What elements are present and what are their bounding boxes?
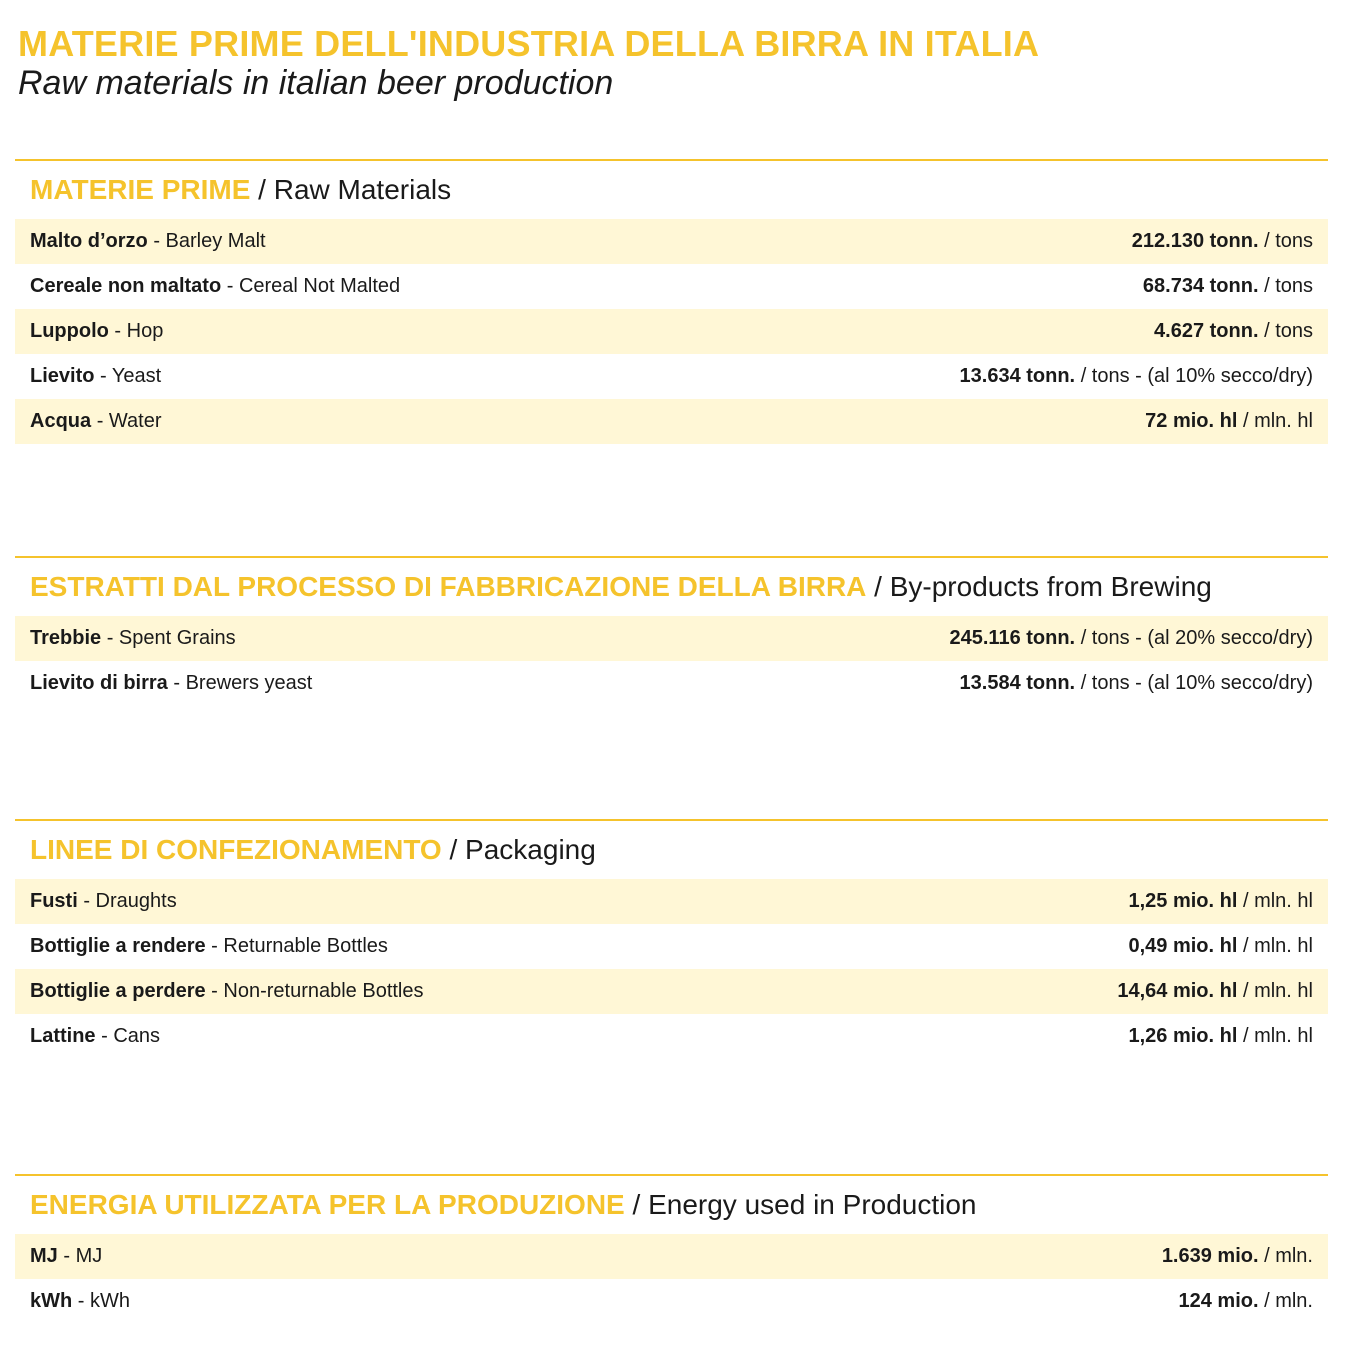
row-value-unit: / mln. hl <box>1242 890 1313 912</box>
row-value <box>1132 230 1313 253</box>
row-label <box>30 980 424 1003</box>
section-heading-en: / By-products from Brewing <box>874 571 1212 602</box>
row-value <box>1128 1025 1313 1048</box>
section-heading <box>15 558 1328 616</box>
section-heading-en: / Packaging <box>449 834 596 865</box>
row-label <box>30 275 400 298</box>
row-value <box>1128 935 1313 958</box>
row-label-en: - Hop <box>114 320 164 342</box>
row-label-it: Lievito <box>30 365 95 387</box>
row-value <box>950 627 1314 650</box>
row-label-en: - Yeast <box>100 365 162 387</box>
table-row <box>15 1279 1328 1324</box>
row-label-it: Fusti <box>30 890 78 912</box>
row-label-en: - MJ <box>63 1245 103 1267</box>
row-value-unit: / mln. hl <box>1242 1025 1313 1047</box>
row-label-it: Luppolo <box>30 320 109 342</box>
row-value-unit: / mln. <box>1264 1290 1313 1312</box>
section-heading-it: ESTRATTI DAL PROCESSO DI FABBRICAZIONE DELLA BIRRA <box>30 571 867 602</box>
row-label-en: - Non-returnable Bottles <box>211 980 424 1002</box>
row-label <box>30 230 266 253</box>
row-label-en: - Cans <box>101 1025 161 1047</box>
row-value-unit: / mln. hl <box>1242 980 1313 1002</box>
row-value-number: 1,26 mio. hl <box>1128 1025 1238 1047</box>
row-value-number: 1.639 mio. <box>1161 1245 1259 1267</box>
row-value-number: 124 mio. <box>1178 1290 1259 1312</box>
row-value-unit: / mln. hl <box>1242 935 1313 957</box>
section-heading-it: ENERGIA UTILIZZATA PER LA PRODUZIONE <box>30 1189 625 1220</box>
row-label <box>30 365 161 388</box>
row-value-unit: / tons - (al 10% secco/dry) <box>1080 672 1313 694</box>
row-label-it: Trebbie <box>30 627 102 649</box>
table-row <box>15 661 1328 706</box>
row-label <box>30 672 312 695</box>
row-label <box>30 890 177 913</box>
section-heading <box>15 161 1328 219</box>
row-label-en: - Returnable Bottles <box>211 935 388 957</box>
table-row <box>15 354 1328 399</box>
section-energy <box>15 1174 1328 1324</box>
table-row <box>15 264 1328 309</box>
row-value-unit: / tons - (al 20% secco/dry) <box>1080 627 1313 649</box>
row-label-it: Bottiglie a perdere <box>30 980 206 1002</box>
table-row <box>15 399 1328 444</box>
row-value-unit: / tons <box>1264 230 1313 252</box>
row-value-number: 13.634 tonn. <box>959 365 1076 387</box>
section-heading <box>15 821 1328 879</box>
section-heading-it: LINEE DI CONFEZIONAMENTO <box>30 834 442 865</box>
row-value-number: 68.734 tonn. <box>1142 275 1259 297</box>
section-heading-en: / Raw Materials <box>258 174 452 205</box>
row-label <box>30 320 163 343</box>
row-label-en: - Spent Grains <box>106 627 236 649</box>
row-label <box>30 1245 102 1268</box>
row-value-unit: / mln. hl <box>1242 410 1313 432</box>
row-label <box>30 935 388 958</box>
row-value-unit: / tons - (al 10% secco/dry) <box>1080 365 1313 387</box>
row-value <box>960 672 1313 695</box>
section-heading-en: / Energy used in Production <box>632 1189 977 1220</box>
row-value-number: 13.584 tonn. <box>959 672 1076 694</box>
row-value <box>1117 980 1313 1003</box>
row-label-it: MJ <box>30 1245 58 1267</box>
page-title: MATERIE PRIME DELL'INDUSTRIA DELLA BIRRA IN ITALIA <box>18 23 1040 64</box>
row-value-number: 1,25 mio. hl <box>1128 890 1238 912</box>
row-label <box>30 410 162 433</box>
row-label <box>30 1290 130 1313</box>
table-row <box>15 616 1328 661</box>
row-value-unit: / tons <box>1264 275 1313 297</box>
row-value-number: 245.116 tonn. <box>949 627 1076 649</box>
row-value <box>960 365 1313 388</box>
table-row <box>15 309 1328 354</box>
row-label <box>30 1025 160 1048</box>
row-label-it: Lattine <box>30 1025 96 1047</box>
row-label-en: - Barley Malt <box>153 230 266 252</box>
section-packaging <box>15 819 1328 1059</box>
row-label-it: kWh <box>30 1290 73 1312</box>
row-value <box>1145 410 1313 433</box>
row-label-en: - Brewers yeast <box>173 672 313 694</box>
table-row <box>15 924 1328 969</box>
row-value-number: 72 mio. hl <box>1145 410 1238 432</box>
row-label <box>30 627 236 650</box>
row-label-en: - Draughts <box>83 890 177 912</box>
row-label-it: Acqua <box>30 410 92 432</box>
row-value <box>1128 890 1313 913</box>
row-label-it: Lievito di birra <box>30 672 168 694</box>
section-heading-it: MATERIE PRIME <box>30 174 251 205</box>
page-header <box>18 24 1039 102</box>
section-heading <box>15 1176 1328 1234</box>
row-value-unit: / tons <box>1264 320 1313 342</box>
row-value <box>1162 1245 1313 1268</box>
table-row <box>15 879 1328 924</box>
row-value-unit: / mln. <box>1264 1245 1313 1267</box>
section-by-products <box>15 556 1328 706</box>
row-value <box>1178 1290 1313 1313</box>
row-value <box>1154 320 1313 343</box>
table-row <box>15 1234 1328 1279</box>
row-value <box>1143 275 1313 298</box>
table-row <box>15 219 1328 264</box>
row-value-number: 14,64 mio. hl <box>1117 980 1238 1002</box>
row-label-it: Cereale non maltato <box>30 275 222 297</box>
row-value-number: 0,49 mio. hl <box>1128 935 1238 957</box>
row-label-en: - Cereal Not Malted <box>226 275 401 297</box>
section-raw-materials <box>15 159 1328 444</box>
table-row <box>15 969 1328 1014</box>
row-label-it: Bottiglie a rendere <box>30 935 206 957</box>
row-value-number: 4.627 tonn. <box>1154 320 1259 342</box>
row-label-it: Malto d’orzo <box>30 230 148 252</box>
row-value-number: 212.130 tonn. <box>1131 230 1259 252</box>
row-label-en: - Water <box>96 410 162 432</box>
row-label-en: - kWh <box>77 1290 130 1312</box>
page-subtitle: Raw materials in italian beer production <box>18 64 614 102</box>
table-row <box>15 1014 1328 1059</box>
